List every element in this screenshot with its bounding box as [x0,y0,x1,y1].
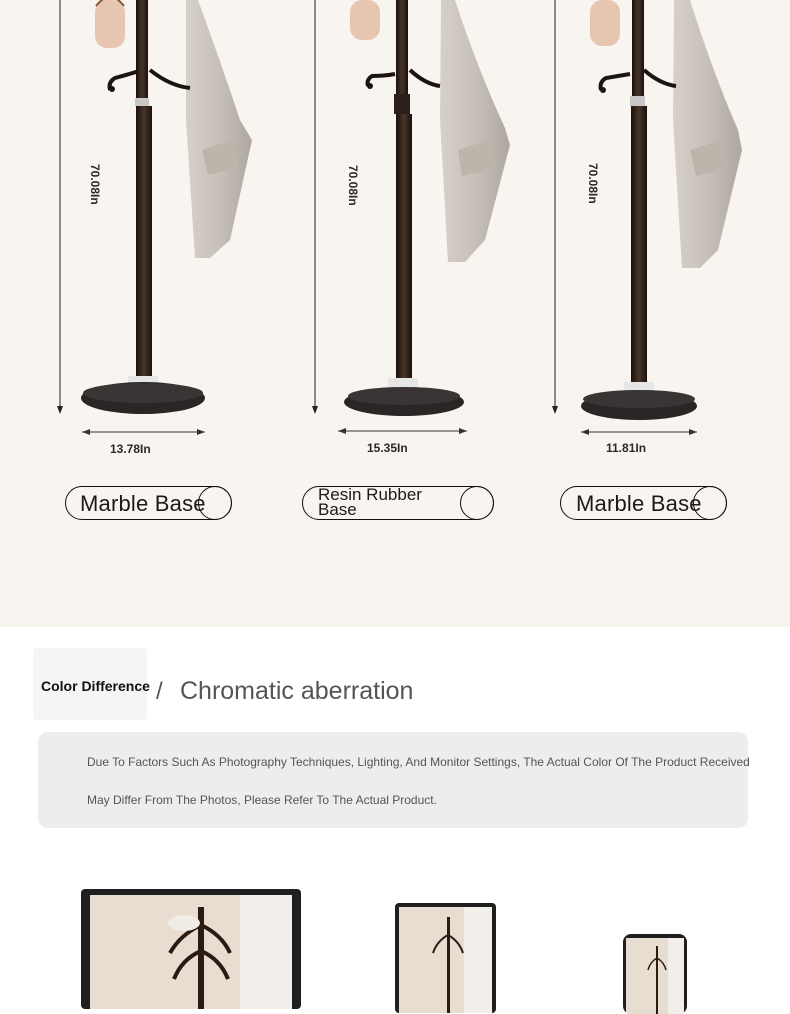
section-subtitle: Chromatic aberration [180,677,414,705]
tablet-image [395,903,496,1013]
height-label-3: 70.08In [586,163,600,204]
phone-image [623,934,687,1014]
width-label-2: 15.35In [367,441,408,455]
tablet-screen [399,907,492,1013]
color-note-line-1: Due To Factors Such As Photography Techniques, Lighting, And Monitor Settings, The Actual Color Of The Product Received [87,755,750,769]
option-label: Marble Base [576,491,702,516]
coat-rack-photo [90,895,292,1009]
title-separator: / [156,678,163,705]
monitor-screen [90,895,292,1009]
width-label-3: 11.81In [606,441,647,455]
option-circle-icon [460,486,494,520]
rack-3 [552,0,742,435]
width-label-1: 13.78In [110,442,151,456]
height-label-1: 70.08In [88,164,102,205]
option-label: Marble Base [80,491,206,516]
coat-rack-photo [399,907,492,1013]
option-label: Resin Rubber Base [318,485,422,519]
height-label-2: 70.08In [346,165,360,206]
rack-2 [312,0,510,434]
color-note-line-2: May Differ From The Photos, Please Refer To The Actual Product. [87,793,437,807]
coat-rack-photo [626,938,684,1014]
color-note-box [38,732,748,828]
section-title: Color Difference [41,678,150,694]
rack-1 [57,0,252,435]
phone-screen [626,938,684,1014]
monitor-image [81,889,301,1009]
